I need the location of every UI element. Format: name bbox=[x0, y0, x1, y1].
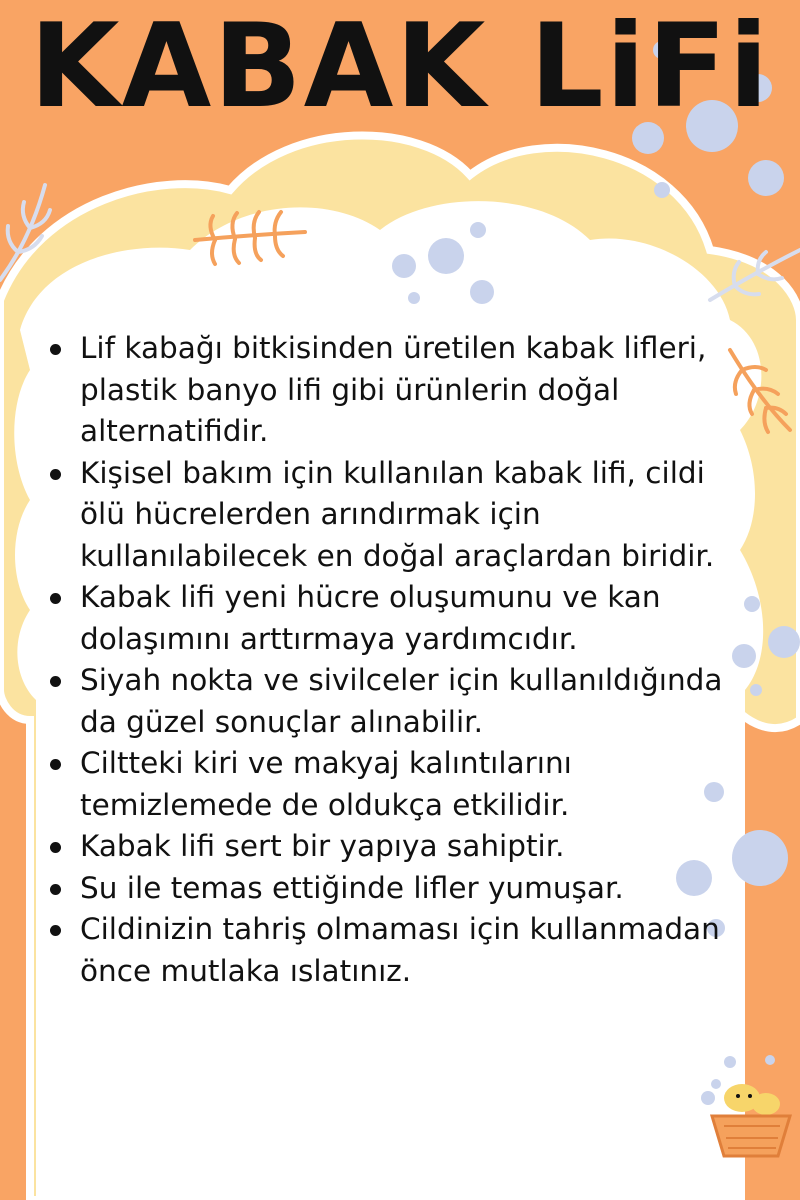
list-item bbox=[42, 868, 732, 910]
bubble-icon bbox=[744, 596, 760, 612]
bubble-icon bbox=[428, 238, 464, 274]
bubble-icon bbox=[392, 254, 416, 278]
bubble-icon bbox=[470, 280, 494, 304]
list-item-text: Kişisel bakım için kullanılan kabak lifi, cildi ölü hücrelerden arındırmak için kullanılabilecek en doğal araçlardan biridir. bbox=[80, 455, 715, 573]
bubble-icon bbox=[768, 626, 800, 658]
bubble-icon bbox=[470, 222, 486, 238]
bubble-icon bbox=[748, 160, 784, 196]
list-item bbox=[42, 453, 732, 578]
fact-list bbox=[42, 328, 732, 992]
fact-list-container bbox=[42, 328, 732, 992]
list-item bbox=[42, 328, 732, 453]
bullet-icon bbox=[50, 925, 61, 936]
bullet-icon bbox=[50, 842, 61, 853]
list-item-text: Kabak lifi yeni hücre oluşumunu ve kan dolaşımını arttırmaya yardımcıdır. bbox=[80, 580, 661, 656]
list-item-text: Su ile temas ettiğinde lifler yumuşar. bbox=[80, 870, 624, 905]
bullet-icon bbox=[50, 593, 61, 604]
bubble-icon bbox=[654, 182, 670, 198]
list-item bbox=[42, 826, 732, 868]
list-item bbox=[42, 577, 732, 660]
bullet-icon bbox=[50, 884, 61, 895]
bullet-icon bbox=[50, 344, 61, 355]
list-item-text: Ciltteki kiri ve makyaj kalıntılarını temizlemede de oldukça etkilidir. bbox=[80, 746, 572, 822]
list-item bbox=[42, 909, 732, 992]
bullet-icon bbox=[50, 759, 61, 770]
bubble-icon bbox=[732, 644, 756, 668]
page-title: KABAK LiFi bbox=[29, 0, 771, 134]
list-item-text: Lif kabağı bitkisinden üretilen kabak lifleri, plastik banyo lifi gibi ürünlerin doğal alternatifidir. bbox=[80, 331, 707, 448]
bullet-icon bbox=[50, 469, 61, 480]
list-item-text: Kabak lifi sert bir yapıya sahiptir. bbox=[80, 829, 565, 863]
list-item bbox=[42, 660, 732, 743]
bullet-icon bbox=[50, 676, 61, 687]
bubble-icon bbox=[732, 830, 788, 886]
bubble-icon bbox=[408, 292, 420, 304]
list-item-text: Siyah nokta ve sivilceler için kullanıldığında da güzel sonuçlar alınabilir. bbox=[80, 663, 723, 739]
bubble-icon bbox=[750, 684, 762, 696]
list-item-text: Cildinizin tahriş olmaması için kullanmadan önce mutlaka ıslatınız. bbox=[80, 912, 720, 988]
list-item bbox=[42, 743, 732, 826]
